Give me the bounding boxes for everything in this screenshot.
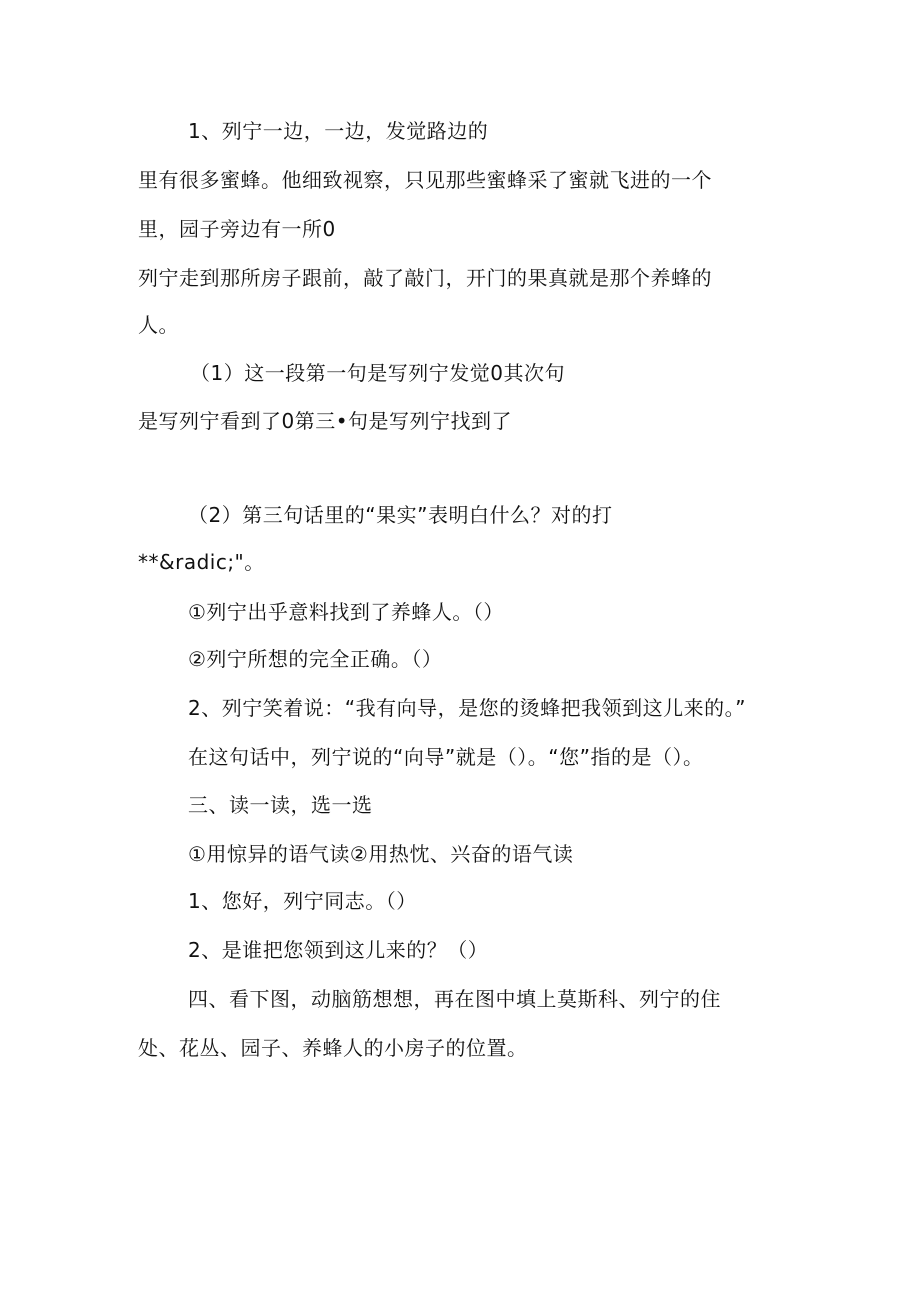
text-line: **&radic;"。 — [138, 550, 265, 574]
section-heading: 三、读一读，选一选 — [188, 793, 373, 817]
text-line: 里，园子旁边有一所0 — [138, 217, 336, 241]
text-line: 处、花丛、园子、养蜂人的小房子的位置。 — [138, 1036, 528, 1060]
text-line: ①用惊异的语气读②用热忱、兴奋的语气读 — [188, 842, 574, 866]
text-line: 是写列宁看到了0第三•句是写列宁找到了 — [138, 409, 513, 433]
text-line: ②列宁所想的完全正确。（） — [188, 647, 443, 671]
text-line: 1、您好，列宁同志。（） — [188, 889, 417, 913]
text-line: （2）第三句话里的“果实”表明白什么？对的打 — [188, 503, 613, 527]
text-line: 在这句话中，列宁说的“向导”就是（）。“您”指的是（）。 — [188, 745, 704, 769]
text-line: 里有很多蜜蜂。他细致视察，只见那些蜜蜂采了蜜就飞进的一个 — [138, 168, 712, 192]
text-line: （1）这一段第一句是写列宁发觉0其次句 — [190, 361, 565, 385]
text-line: ①列宁出乎意料找到了养蜂人。（） — [188, 600, 504, 624]
text-line: 1、列宁一边，一边，发觉路边的 — [188, 119, 489, 143]
text-line: 列宁走到那所房子跟前，敲了敲门，开门的果真就是那个养蜂的 — [138, 266, 712, 290]
section-heading: 四、看下图，动脑筋想想，再在图中填上莫斯科、列宁的住 — [188, 987, 721, 1011]
text-line: 2、是谁把您领到这儿来的？（） — [188, 938, 489, 962]
text-line: 人。 — [138, 313, 179, 337]
text-line: 2、列宁笑着说：“我有向导，是您的烫蜂把我领到这儿来的。” — [188, 696, 746, 720]
